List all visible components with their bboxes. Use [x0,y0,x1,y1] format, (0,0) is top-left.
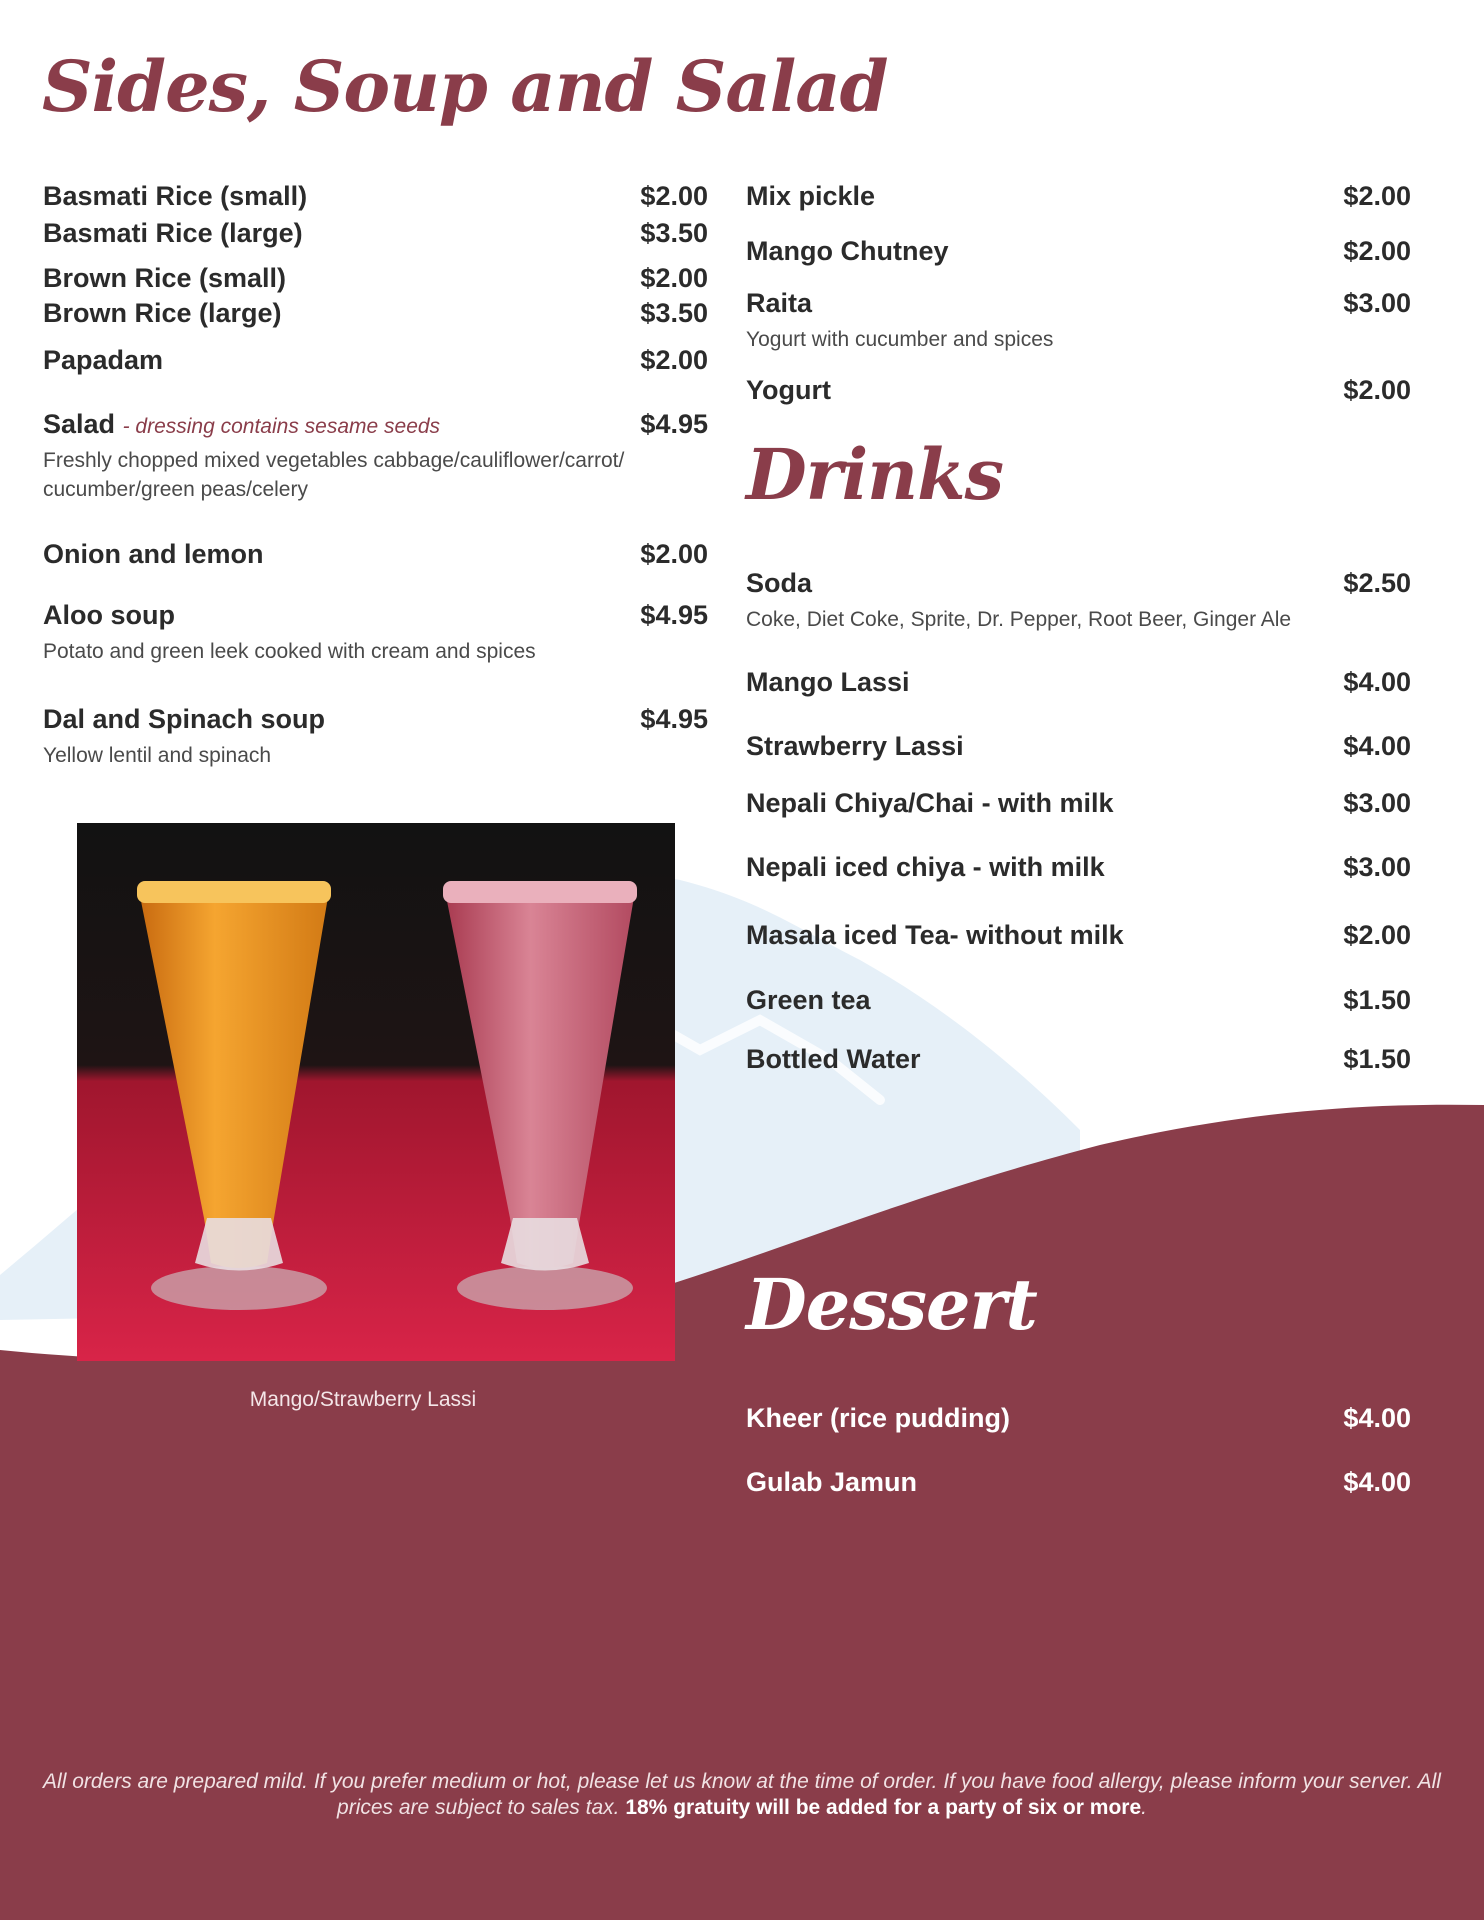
item-name: Yogurt [746,375,831,405]
item-price: $4.95 [640,409,708,439]
menu-item-basmati-large [43,217,708,251]
item-name [43,408,440,443]
item-name: Gulab Jamun [746,1467,918,1497]
item-description [43,446,624,504]
item-description: Yogurt with cucumber and spices [746,328,1054,351]
item-price: $3.50 [640,298,708,328]
item-name: Papadam [43,345,164,375]
menu-item-strawberry-lassi [746,730,1411,764]
item-price: $2.00 [640,181,708,211]
item-price: $4.00 [1343,1403,1411,1433]
item-name: Nepali iced chiya - with milk [746,852,1105,882]
menu-item-mix-pickle [746,180,1411,214]
menu-item-onion-lemon [43,538,708,572]
menu-item-brown-large [43,297,708,331]
item-description: Yellow lentil and spinach [43,744,272,767]
item-price: $3.50 [640,218,708,248]
sides-title: Sides, Soup and Salad [42,45,888,128]
menu-item-basmati-small [43,180,708,214]
item-price: $2.00 [640,263,708,293]
item-description: Coke, Diet Coke, Sprite, Dr. Pepper, Root Beer, Ginger Ale [746,608,1292,631]
item-name: Masala iced Tea- without milk [746,920,1124,950]
item-name: Mix pickle [746,181,876,211]
item-price: $2.00 [1343,375,1411,405]
item-price: $3.00 [1343,788,1411,818]
item-price: $2.00 [1343,181,1411,211]
item-price: $3.00 [1343,852,1411,882]
menu-item-green-tea [746,984,1411,1018]
item-description: Potato and green leek cooked with cream and spices [43,640,536,663]
item-name: Dal and Spinach soup [43,704,326,734]
menu-item-yogurt [746,374,1411,408]
footer-gratuity: 18% gratuity will be added for a party of six or more [625,1796,1142,1819]
salad-note: - dressing contains sesame seeds [122,415,441,438]
item-price: $2.50 [1343,568,1411,598]
item-name: Soda [746,568,813,598]
item-name: Bottled Water [746,1044,921,1074]
menu-item-papadam [43,344,708,378]
item-price: $1.50 [1343,985,1411,1015]
item-price: $2.00 [1343,920,1411,950]
item-price: $4.00 [1343,1467,1411,1497]
menu-item-aloo-soup [43,599,708,671]
salad-name: Salad [43,409,116,439]
item-name: Strawberry Lassi [746,731,964,761]
menu-item-kheer [746,1402,1411,1436]
menu-item-nepali-chiya [746,787,1411,821]
item-name: Raita [746,288,813,318]
item-name: Brown Rice (large) [43,298,282,328]
item-name: Nepali Chiya/Chai - with milk [746,788,1114,818]
item-name: Aloo soup [43,600,175,630]
item-name: Basmati Rice (small) [43,181,308,211]
footer-end: . [1141,1796,1147,1819]
footer-text: All orders are prepared mild. If you prefer medium or hot, please let us know at the time of order. If you have food allergy, please inform your server. All prices are subject to sales tax. [43,1770,1441,1819]
item-name: Kheer (rice pudding) [746,1403,1011,1433]
footer-note [30,1769,1454,1821]
menu-item-soda [746,567,1411,639]
menu-item-dal-spinach-soup [43,703,708,775]
item-price: $4.95 [640,600,708,630]
menu-item-nepali-iced-chiya [746,851,1411,885]
menu-item-gulab-jamun [746,1466,1411,1500]
item-price: $4.00 [1343,731,1411,761]
photo-caption: Mango/Strawberry Lassi [249,1388,477,1411]
salad-desc-line2: cucumber/green peas/celery [43,478,308,501]
menu-item-raita [746,287,1411,359]
item-price: $4.00 [1343,667,1411,697]
dessert-title: Dessert [746,1263,1037,1346]
item-name: Green tea [746,985,871,1015]
menu-item-mango-chutney [746,235,1411,269]
menu-item-mango-lassi [746,666,1411,700]
drinks-title: Drinks [746,433,1003,516]
item-price: $2.00 [640,539,708,569]
menu-item-masala-iced-tea [746,919,1411,953]
item-name: Brown Rice (small) [43,263,287,293]
item-price: $3.00 [1343,288,1411,318]
item-price: $4.95 [640,704,708,734]
item-name: Mango Chutney [746,236,949,266]
salad-desc-line1: Freshly chopped mixed vegetables cabbage/cauliflower/carrot/ [43,449,625,472]
lassi-glasses-illustration [77,823,675,1361]
item-name: Basmati Rice (large) [43,218,303,248]
item-price: $1.50 [1343,1044,1411,1074]
item-name: Onion and lemon [43,539,264,569]
item-price: $2.00 [640,345,708,375]
lassi-photo [77,823,675,1361]
item-name: Mango Lassi [746,667,910,697]
menu-item-bottled-water [746,1043,1411,1077]
item-price: $2.00 [1343,236,1411,266]
menu-item-salad [43,408,708,508]
menu-item-brown-small [43,262,708,296]
